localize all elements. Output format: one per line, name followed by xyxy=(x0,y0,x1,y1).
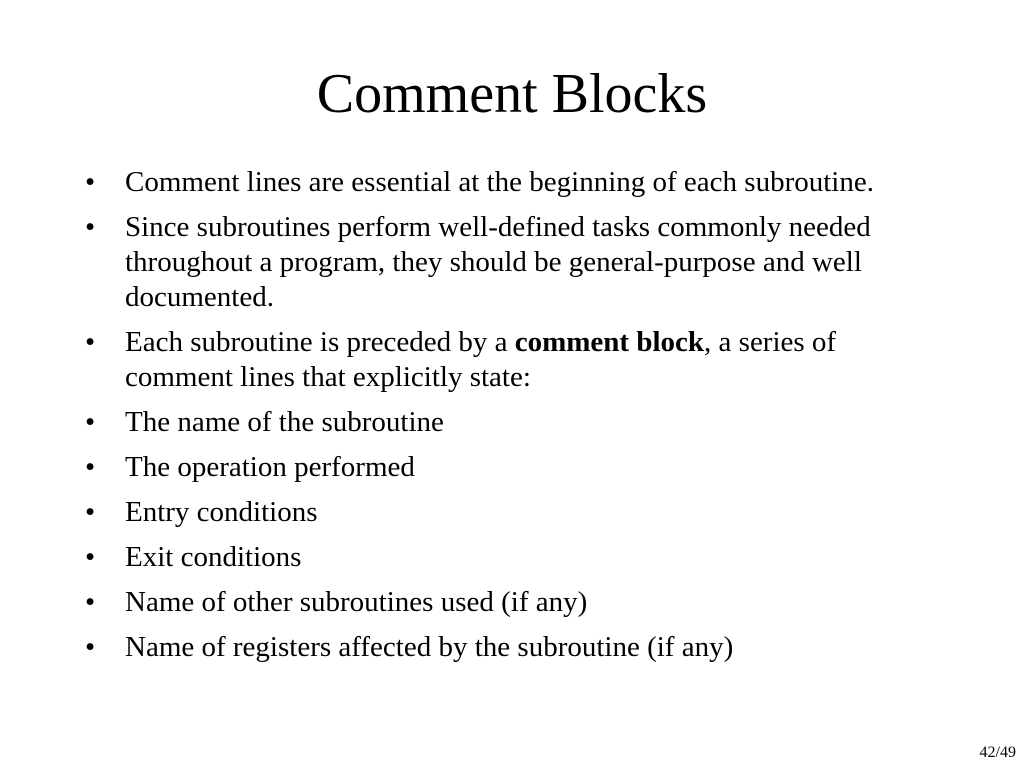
bullet-item-general-purpose xyxy=(85,210,945,315)
bullet-icon: • xyxy=(85,406,96,438)
bullet-text: Name of other subroutines used (if any) xyxy=(125,586,588,618)
bullet-item-comment-block xyxy=(85,325,945,395)
bullet-text: Exit conditions xyxy=(125,541,302,573)
bullet-item-registers-affected xyxy=(85,630,945,665)
bullet-icon: • xyxy=(85,631,96,663)
bullet-text: Name of registers affected by the subroutine (if any) xyxy=(125,631,734,663)
bullet-text: Since subroutines perform well-defined tasks commonly needed throughout a program, they should be general-purpose and well documented. xyxy=(125,211,871,313)
bullet-item-operation xyxy=(85,450,945,485)
bullet-icon: • xyxy=(85,211,96,243)
page-number: 42/49 xyxy=(979,744,1016,761)
bullet-item-entry-conditions xyxy=(85,495,945,530)
bullet-item-other-subroutines xyxy=(85,585,945,620)
bullet-icon: • xyxy=(85,541,96,573)
bullet-text: Comment lines are essential at the beginning of each subroutine. xyxy=(125,166,874,198)
bold-term-comment-block: comment block xyxy=(514,326,705,358)
bullet-text-after: , a series of comment lines that explicitly state: xyxy=(125,326,837,393)
bullet-icon: • xyxy=(85,586,96,618)
bullet-icon: • xyxy=(85,166,96,198)
bullet-icon: • xyxy=(85,451,96,483)
bullet-item-exit-conditions xyxy=(85,540,945,575)
bullet-text-before: Each subroutine is preceded by a xyxy=(125,326,515,358)
slide-title: Comment Blocks xyxy=(316,63,708,125)
bullet-text: The operation performed xyxy=(125,451,415,483)
bullet-text: Entry conditions xyxy=(125,496,318,528)
bullet-text: The name of the subroutine xyxy=(125,406,444,438)
bullet-item-subroutine-name xyxy=(85,405,945,440)
bullet-icon: • xyxy=(85,326,96,358)
bullet-icon: • xyxy=(85,496,96,528)
bullet-list xyxy=(85,165,945,675)
bullet-item-essential-comments xyxy=(85,165,945,200)
